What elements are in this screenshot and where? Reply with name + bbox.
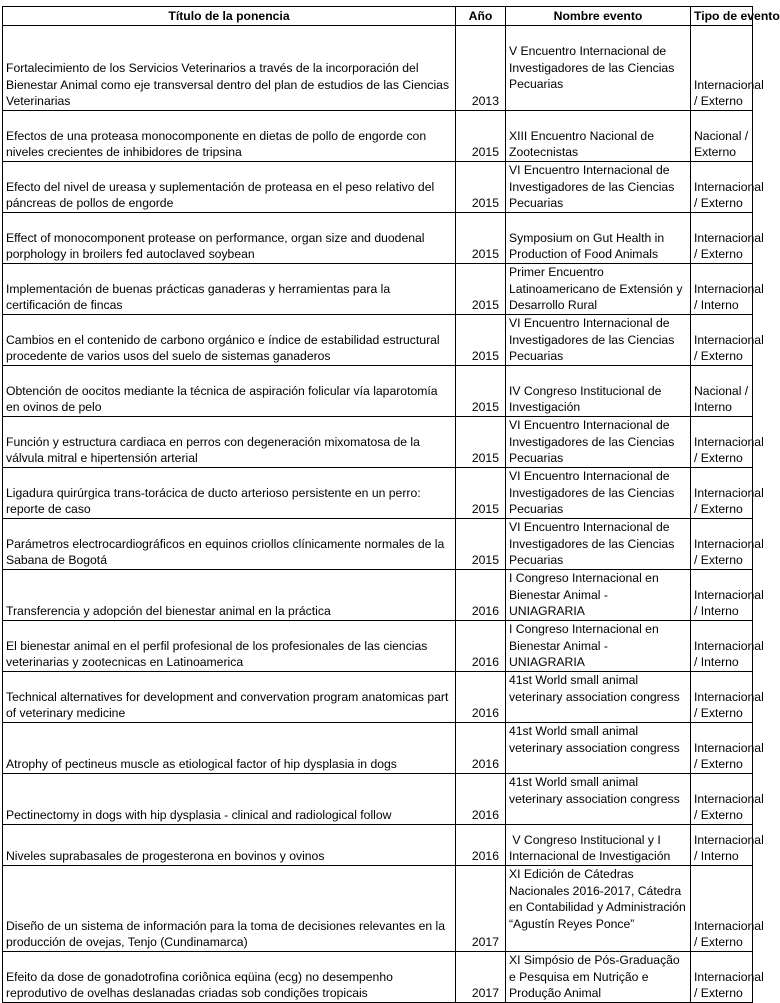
cell-year: 2015 — [456, 366, 506, 417]
cell-event: Symposium on Gut Health in Production of Food Animals — [506, 213, 691, 264]
header-type: Tipo de evento — [691, 7, 753, 26]
table-row — [3, 162, 753, 213]
cell-type: Internacional / Externo — [691, 213, 753, 264]
cell-type: Internacional / Externo — [691, 866, 753, 952]
table-row — [3, 621, 753, 672]
cell-type: Internacional / Externo — [691, 417, 753, 468]
cell-event: VI Encuentro Internacional de Investigadores de las Ciencias Pecuarias — [506, 468, 691, 519]
table-row — [3, 723, 753, 774]
cell-type: Internacional / Externo — [691, 723, 753, 774]
table-row — [3, 952, 753, 1003]
table-row — [3, 366, 753, 417]
cell-event: I Congreso Internacional en Bienestar Animal - UNIAGRARIA — [506, 621, 691, 672]
table-row — [3, 570, 753, 621]
cell-year: 2017 — [456, 952, 506, 1003]
cell-title: Función y estructura cardiaca en perros con degeneración mixomatosa de la válvula mitral e hipertensión arterial — [3, 417, 456, 468]
cell-year: 2016 — [456, 774, 506, 825]
cell-year: 2015 — [456, 468, 506, 519]
cell-event: VI Encuentro Internacional de Investigadores de las Ciencias Pecuarias — [506, 162, 691, 213]
cell-title: Transferencia y adopción del bienestar animal en la práctica — [3, 570, 456, 621]
table-row — [3, 213, 753, 264]
cell-type: Internacional / Interno — [691, 264, 753, 315]
cell-event: VI Encuentro Internacional de Investigadores de las Ciencias Pecuarias — [506, 417, 691, 468]
cell-year: 2015 — [456, 315, 506, 366]
cell-event: XI Simpósio de Pós-Graduação e Pesquisa em Nutrição e Produção Animal — [506, 952, 691, 1003]
cell-year: 2016 — [456, 825, 506, 866]
cell-year: 2016 — [456, 723, 506, 774]
cell-type: Internacional / Externo — [691, 162, 753, 213]
cell-title: Effect of monocomponent protease on performance, organ size and duodenal porphology in broilers fed autoclaved soybean — [3, 213, 456, 264]
cell-year: 2016 — [456, 621, 506, 672]
cell-year: 2015 — [456, 213, 506, 264]
header-title: Título de la ponencia — [3, 7, 456, 26]
table-row — [3, 315, 753, 366]
cell-event: XI Edición de Cátedras Nacionales 2016-2017, Cátedra en Contabilidad y Administración “Agustín Reyes Ponce” — [506, 866, 691, 952]
cell-event: V Congreso Institucional y I Internacional de Investigación — [506, 825, 691, 866]
table-row — [3, 111, 753, 162]
cell-title: Fortalecimiento de los Servicios Veterinarios a través de la incorporación del Bienestar Animal como eje transversal dentro del plan de estudios de las Ciencias Veterinarias — [3, 26, 456, 111]
table-row — [3, 866, 753, 952]
cell-year: 2015 — [456, 519, 506, 570]
table-header-row — [3, 7, 753, 26]
cell-title: Efeito da dose de gonadotrofina coriônica eqüina (ecg) no desempenho reprodutivo de ovelhas deslanadas criadas sob condições tropicais — [3, 952, 456, 1003]
cell-event: I Congreso Internacional en Bienestar Animal - UNIAGRARIA — [506, 570, 691, 621]
cell-year: 2016 — [456, 672, 506, 723]
cell-title: Niveles suprabasales de progesterona en bovinos y ovinos — [3, 825, 456, 866]
cell-title: Ligadura quirúrgica trans-torácica de ducto arterioso persistente en un perro: reporte de caso — [3, 468, 456, 519]
cell-title: Pectinectomy in dogs with hip dysplasia - clinical and radiological follow — [3, 774, 456, 825]
cell-title: Efecto del nivel de ureasa y suplementación de proteasa en el peso relativo del páncreas de pollos de engorde — [3, 162, 456, 213]
cell-event: Primer Encuentro Latinoamericano de Extensión y Desarrollo Rural — [506, 264, 691, 315]
cell-type: Nacional / Externo — [691, 111, 753, 162]
cell-title: Obtención de oocitos mediante la técnica de aspiración folicular vía laparotomía en ovinos de pelo — [3, 366, 456, 417]
cell-type: Internacional / Externo — [691, 952, 753, 1003]
cell-year: 2015 — [456, 111, 506, 162]
table-row — [3, 417, 753, 468]
header-year: Año — [456, 7, 506, 26]
cell-type: Nacional / Interno — [691, 366, 753, 417]
table-row — [3, 672, 753, 723]
table-row — [3, 825, 753, 866]
table-row — [3, 264, 753, 315]
cell-event: IV Congreso Institucional de Investigación — [506, 366, 691, 417]
cell-year: 2013 — [456, 26, 506, 111]
cell-type: Internacional / Externo — [691, 468, 753, 519]
cell-event: XIII Encuentro Nacional de Zootecnistas — [506, 111, 691, 162]
cell-year: 2015 — [456, 417, 506, 468]
cell-type: Internacional / Externo — [691, 26, 753, 111]
cell-title: Cambios en el contenido de carbono orgánico e índice de estabilidad estructural procedente de varios usos del suelo de sistemas ganaderos — [3, 315, 456, 366]
table-row — [3, 468, 753, 519]
cell-event: VI Encuentro Internacional de Investigadores de las Ciencias Pecuarias — [506, 315, 691, 366]
cell-type: Internacional / Externo — [691, 774, 753, 825]
cell-type: Internacional / Interno — [691, 570, 753, 621]
header-event: Nombre evento — [506, 7, 691, 26]
cell-title: Technical alternatives for development and convervation program anatomicas part of veterinary medicine — [3, 672, 456, 723]
cell-type: Internacional / Interno — [691, 621, 753, 672]
table-row — [3, 519, 753, 570]
cell-event: V Encuentro Internacional de Investigadores de las Ciencias Pecuarias — [506, 26, 691, 111]
presentations-table — [2, 6, 780, 1003]
cell-type: Internacional / Externo — [691, 315, 753, 366]
cell-event: 41st World small animal veterinary association congress — [506, 672, 691, 723]
cell-title: Implementación de buenas prácticas ganaderas y herramientas para la certificación de fincas — [3, 264, 456, 315]
cell-type: Internacional / Externo — [691, 672, 753, 723]
cell-year: 2017 — [456, 866, 506, 952]
cell-type: Internacional / Externo — [691, 519, 753, 570]
cell-type: Internacional / Interno — [691, 825, 753, 866]
cell-event: 41st World small animal veterinary association congress — [506, 723, 691, 774]
cell-title: Parámetros electrocardiográficos en equinos criollos clínicamente normales de la Sabana de Bogotá — [3, 519, 456, 570]
cell-year: 2015 — [456, 162, 506, 213]
cell-title: Atrophy of pectineus muscle as etiological factor of hip dysplasia in dogs — [3, 723, 456, 774]
cell-event: VI Encuentro Internacional de Investigadores de las Ciencias Pecuarias — [506, 519, 691, 570]
cell-title: Efectos de una proteasa monocomponente en dietas de pollo de engorde con niveles crecientes de inhibidores de tripsina — [3, 111, 456, 162]
cell-event: 41st World small animal veterinary association congress — [506, 774, 691, 825]
table-row — [3, 774, 753, 825]
cell-year: 2016 — [456, 570, 506, 621]
cell-title: El bienestar animal en el perfil profesional de los profesionales de las ciencias veterinarias y zootecnicas en Latinoamerica — [3, 621, 456, 672]
cell-year: 2015 — [456, 264, 506, 315]
table-row — [3, 26, 753, 111]
cell-title: Diseño de un sistema de información para la toma de decisiones relevantes en la producción de ovejas, Tenjo (Cundinamarca) — [3, 866, 456, 952]
